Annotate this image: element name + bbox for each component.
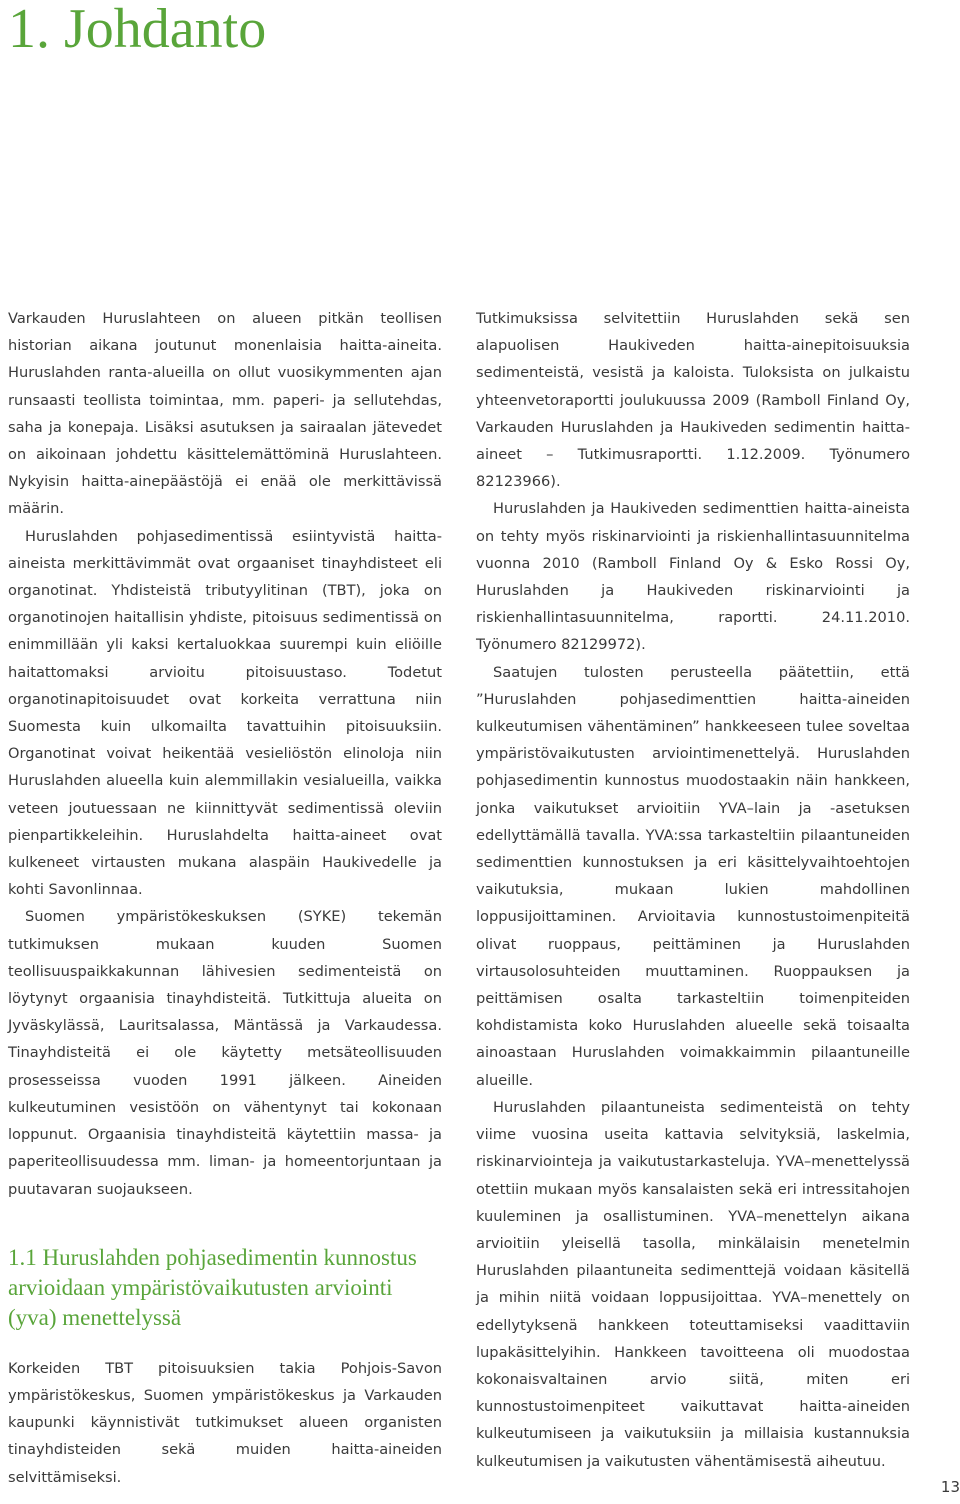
page-title: 1. Johdanto [8, 0, 267, 60]
paragraph: Suomen ympäristökeskuksen (SYKE) tekemän tutkimuksen mukaan kuuden Suomen teollisuuspaikkakunnan lähivesien sedimenteistä on löytynyt orgaanisia tinayhdisteitä. Tutkittuja alueita on Jyväskylässä, Lauritsalassa, Mäntässä ja Varkaudessa. Tinayhdisteitä ei ole käytetty metsäteollisuuden prosesseissa vuoden 1991 jälkeen. Aineiden kulkeutuminen vesistöön on vähentynyt tai kokonaan loppunut. Orgaanisia tinayhdisteitä käytettiin massa- ja paperiteollisuudessa mm. liman- ja homeentorjuntaan ja puutavaran suojaukseen. [8, 908, 442, 1198]
page-number: 13 [940, 1478, 960, 1496]
paragraph: Huruslahden pilaantuneista sedimenteistä on tehty viime vuosina useita kattavia selvityksiä, laskelmia, riskinarviointeja ja vaikutustarkasteluja. YVA–menettelyssä otettiin mukaan myös kansalaisten sekä eri intressitahojen kuuleminen ja osallistuminen. YVA–menettelyn aikana arvioitiin yleisellä tasolla, minkälaisin menetelmin Huruslahden pilaantuneita sedimenttejä voidaan käsitellä ja mihin niitä voidaan loppusijoittaa. YVA–menettely on edellytyksenä hankkeen toteuttamiseksi vaadittaviin lupakäsittelyihin. Hankkeen tavoitteena oli muodostaa kokonaisvaltainen arvio siitä, miten eri kunnostustoimenpiteet vaikuttavat haitta-aineiden kulkeutumiseen ja vaikutuksiin ja millaisia kustannuksia kulkeutumisen ja vaikutusten vähentämisestä aiheutuu. [476, 1098, 910, 1470]
paragraph: Saatujen tulosten perusteella päätettiin, että ”Huruslahden pohjasedimenttien haitta-aineiden kulkeutumisen vähentäminen” hankkeeseen tulee soveltaa ympäristövaikutusten arviointimenettelyä. Huruslahden pohjasedimentin kunnostus muodostaakin näin hankkeen, jonka vaikutukset arvioitiin YVA–lain ja -asetuksen edellyttämällä tavalla. YVA:ssa tarkasteltiin pilaantuneiden sedimenttien kunnostuksen ja eri käsittelyvaihtoehtojen vaikutuksia, mukaan lukien mahdollinen loppusijoittaminen. Arvioitavia kunnostustoimenpiteitä olivat ruoppaus, peittäminen ja Huruslahden virtausolosuhteiden muuttaminen. Ruoppauksen ja peittämisen osalta tarkasteltiin toimenpiteiden kohdistamista koko Huruslahden alueelle sekä toisaalta ainoastaan Huruslahden voimakkaimmin pilaantuneille alueille. [476, 663, 910, 1089]
paragraph: Korkeiden TBT pitoisuuksien takia Pohjois-Savon ympäristökeskus, Suomen ympäristökeskus ja Varkauden kaupunki käynnistivät tutkimukset alueen organisten tinayhdisteiden sekä muiden haitta-aineiden selvittämiseksi. [8, 1359, 442, 1486]
paragraph: Tutkimuksissa selvitettiin Huruslahden sekä sen alapuolisen Haukiveden haitta-ainepitoisuuksia sedimenteistä, vesistä ja kaloista. Tuloksista on julkaistu yhteenvetoraportti joulukuussa 2009 (Ramboll Finland Oy, Varkauden Huruslahden ja Haukiveden sedimentin haitta-aineet – Tutkimusraportti. 1.12.2009. Työnumero 82123966). [476, 310, 910, 491]
paragraph: Varkauden Huruslahteen on alueen pitkän teollisen historian aikana joutunut monenlaisia haitta-aineita. Huruslahden ranta-alueilla on ollut vuosikymmenten ajan runsaasti teollista toimintaa, mm. paperi- ja sellutehdas, saha ja konepaja. Lisäksi asutuksen ja sairaalan jätevedet on aikoinaan johdettu käsittelemättöminä Huruslahteen. Nykyisin haitta-ainepäästöjä ei enää ole merkittävissä määrin. [8, 310, 442, 518]
section-subheading: 1.1 Huruslahden pohjasedimentin kunnostus arvioidaan ympäristövaikutusten arviointi (yva) menettelyssä [8, 1244, 417, 1330]
right-column [476, 305, 910, 1475]
paragraph: Huruslahden ja Haukiveden sedimenttien haitta-aineista on tehty myös riskinarviointi ja riskienhallintasuunnitelma vuonna 2010 (Ramboll Finland Oy & Esko Rossi Oy, Huruslahden ja Haukiveden riskinarviointi ja riskienhallintasuunnitelma, raportti. 24.11.2010. Työnumero 82129972). [476, 500, 910, 654]
paragraph: Huruslahden pohjasedimentissä esiintyvistä haitta-aineista merkittävimmät ovat orgaaniset tinayhdisteet eli organotinat. Yhdisteistä tributyylitinan (TBT), joka on organotinojen haitallisin yhdiste, pitoisuus sedimentissä on enimmillään yli kaksi kertaluokkaa suurempi kuin eliöille haitattomaksi arvioitu pitoisuustaso. Todetut organotinapitoisuudet ovat korkeita verrattuna niin Suomesta kuin ulkomailta tavattuihin pitoisuuksiin. Organotinat voivat heikentää vesieliöstön elinoloja niin Huruslahden alueella kuin alemmillakin vesialueilla, vaikka veteen joutuessaan ne kiinnittyvät sedimentissä oleviin pienpartikkeleihin. Huruslahdelta haitta-aineet ovat kulkeneet virtausten mukana alaspäin Haukivedelle ja kohti Savonlinnaa. [8, 527, 442, 899]
left-column [8, 305, 442, 1491]
